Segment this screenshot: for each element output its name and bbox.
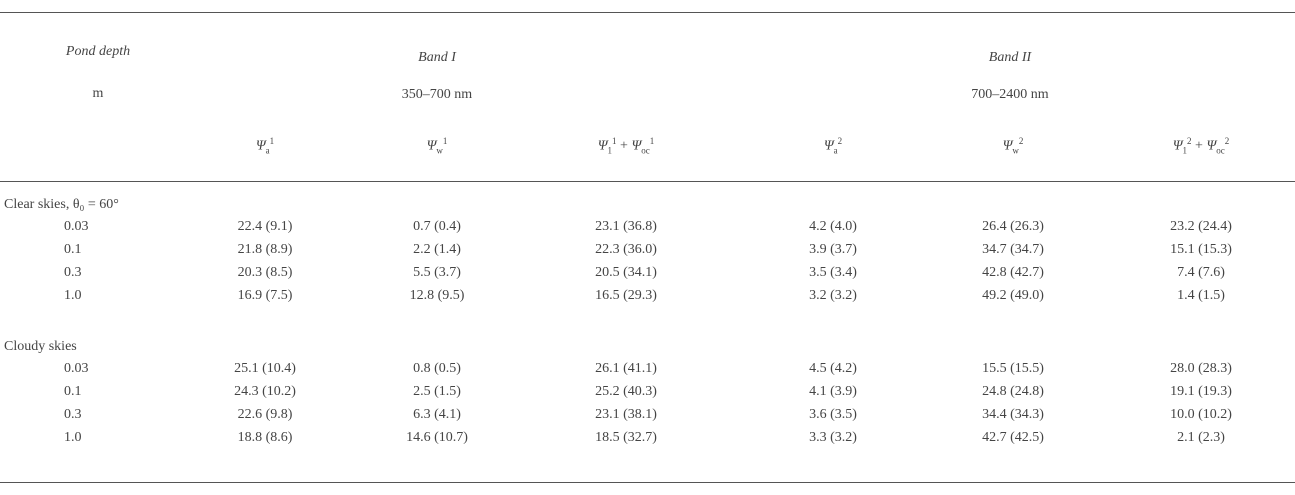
- symbol-subscript: w: [436, 145, 443, 156]
- pond-depth-cell: 0.03: [64, 361, 89, 376]
- table-cell: 42.7 (42.5): [982, 430, 1044, 445]
- band2-range: 700–2400 nm: [971, 87, 1049, 102]
- table-cell: 0.8 (0.5): [413, 361, 461, 376]
- table-cell: 3.6 (3.5): [809, 407, 857, 422]
- psi-symbol: Ψ: [255, 138, 266, 154]
- table-cell: 26.4 (26.3): [982, 219, 1044, 234]
- table-cell: 22.4 (9.1): [237, 219, 293, 234]
- table-cell: 28.0 (28.3): [1170, 361, 1232, 376]
- table-cell: 49.2 (49.0): [982, 288, 1044, 303]
- table-cell: 16.5 (29.3): [595, 288, 657, 303]
- band1-heading: Band I: [418, 50, 456, 65]
- table-cell: 23.1 (36.8): [595, 219, 657, 234]
- column-header-1: [256, 136, 274, 155]
- pond-depth-unit: m: [92, 86, 104, 101]
- table-top-rule: [0, 12, 1295, 13]
- table-cell: 26.1 (41.1): [595, 361, 657, 376]
- table-cell: 3.9 (3.7): [809, 242, 857, 257]
- table-cell: 3.5 (3.4): [809, 265, 857, 280]
- table-cell: 34.7 (34.7): [982, 242, 1044, 257]
- symbol-subscript: a: [265, 145, 270, 156]
- table-cell: 19.1 (19.3): [1170, 384, 1232, 399]
- table-cell: 22.3 (36.0): [595, 242, 657, 257]
- table-cell: 3.2 (3.2): [809, 288, 857, 303]
- psi-symbol: Ψ: [1002, 138, 1013, 154]
- table-cell: 15.5 (15.5): [982, 361, 1044, 376]
- pond-depth-cell: 0.1: [64, 384, 82, 399]
- table-cell: 24.3 (10.2): [234, 384, 296, 399]
- symbol-superscript: 1: [649, 136, 655, 146]
- table-cell: 34.4 (34.3): [982, 407, 1044, 422]
- symbol-superscript: 1: [269, 136, 275, 146]
- group-label: Clear skies, θ₀ = 60°: [4, 197, 119, 212]
- pond-depth-cell: 1.0: [64, 430, 82, 445]
- table-cell: 25.1 (10.4): [234, 361, 296, 376]
- band1-range: 350–700 nm: [401, 87, 473, 102]
- table-cell: 20.3 (8.5): [237, 265, 293, 280]
- column-header-5: [1003, 136, 1024, 155]
- symbol-subscript: a: [833, 145, 838, 156]
- psi-symbol: Ψ: [631, 138, 642, 154]
- table-cell: 22.6 (9.8): [237, 407, 293, 422]
- psi-symbol: Ψ: [597, 138, 608, 154]
- psi-symbol: Ψ: [1206, 138, 1217, 154]
- symbol-superscript: 1: [442, 136, 448, 146]
- symbol-subscript: 1: [607, 145, 613, 156]
- band2-heading: Band II: [988, 50, 1032, 65]
- pond-depth-cell: 0.03: [64, 219, 89, 234]
- pond-depth-heading: Pond depth: [65, 44, 131, 59]
- table-cell: 2.2 (1.4): [413, 242, 461, 257]
- table-bottom-rule: [0, 482, 1295, 483]
- psi-symbol: Ψ: [426, 138, 437, 154]
- table-cell: 21.8 (8.9): [237, 242, 293, 257]
- symbol-subscript: w: [1012, 145, 1019, 156]
- symbol-superscript: 2: [1224, 136, 1230, 146]
- table-cell: 4.2 (4.0): [809, 219, 857, 234]
- symbol-superscript: 2: [837, 136, 843, 146]
- pond-depth-cell: 0.3: [64, 265, 82, 280]
- symbol-superscript: 2: [1187, 136, 1192, 146]
- psi-symbol: Ψ: [1172, 138, 1183, 154]
- table-cell: 3.3 (3.2): [809, 430, 857, 445]
- table-cell: 15.1 (15.3): [1170, 242, 1232, 257]
- column-header-3: $\Psi_1^1 + \Psi_{oc}^1$: [597, 136, 655, 156]
- header-rule: [0, 181, 1295, 182]
- table-cell: 2.5 (1.5): [413, 384, 461, 399]
- table-cell: 5.5 (3.7): [413, 265, 461, 280]
- column-header-2: [427, 136, 448, 155]
- table-cell: 18.8 (8.6): [237, 430, 293, 445]
- pond-depth-cell: 0.3: [64, 407, 82, 422]
- table-cell: 14.6 (10.7): [406, 430, 468, 445]
- pond-depth-cell: 1.0: [64, 288, 82, 303]
- symbol-superscript: 2: [1018, 136, 1024, 146]
- symbol-subscript: 1: [1182, 145, 1188, 156]
- table-cell: 0.7 (0.4): [413, 219, 461, 234]
- psi-symbol: Ψ: [823, 138, 834, 154]
- table-cell: 6.3 (4.1): [413, 407, 461, 422]
- table-cell: 18.5 (32.7): [595, 430, 657, 445]
- group-label: Cloudy skies: [4, 339, 77, 354]
- column-header-6: $\Psi_1^2 + \Psi_{oc}^2$: [1172, 136, 1230, 156]
- table-cell: 1.4 (1.5): [1177, 288, 1225, 303]
- table-cell: 7.4 (7.6): [1177, 265, 1225, 280]
- table-cell: 23.2 (24.4): [1170, 219, 1232, 234]
- table-cell: 12.8 (9.5): [409, 288, 465, 303]
- table-cell: 4.1 (3.9): [809, 384, 857, 399]
- table-cell: 16.9 (7.5): [237, 288, 293, 303]
- symbol-subscript: oc: [1216, 145, 1225, 156]
- table-cell: 23.1 (38.1): [595, 407, 657, 422]
- table-cell: 42.8 (42.7): [982, 265, 1044, 280]
- column-header-4: [824, 136, 842, 155]
- table-cell: 25.2 (40.3): [595, 384, 657, 399]
- pond-depth-cell: 0.1: [64, 242, 82, 257]
- table-cell: 10.0 (10.2): [1170, 407, 1232, 422]
- table-cell: 2.1 (2.3): [1177, 430, 1225, 445]
- table-cell: 24.8 (24.8): [982, 384, 1044, 399]
- symbol-subscript: oc: [641, 145, 650, 156]
- table-cell: 4.5 (4.2): [809, 361, 857, 376]
- symbol-superscript: 1: [612, 136, 617, 146]
- table-cell: 20.5 (34.1): [595, 265, 657, 280]
